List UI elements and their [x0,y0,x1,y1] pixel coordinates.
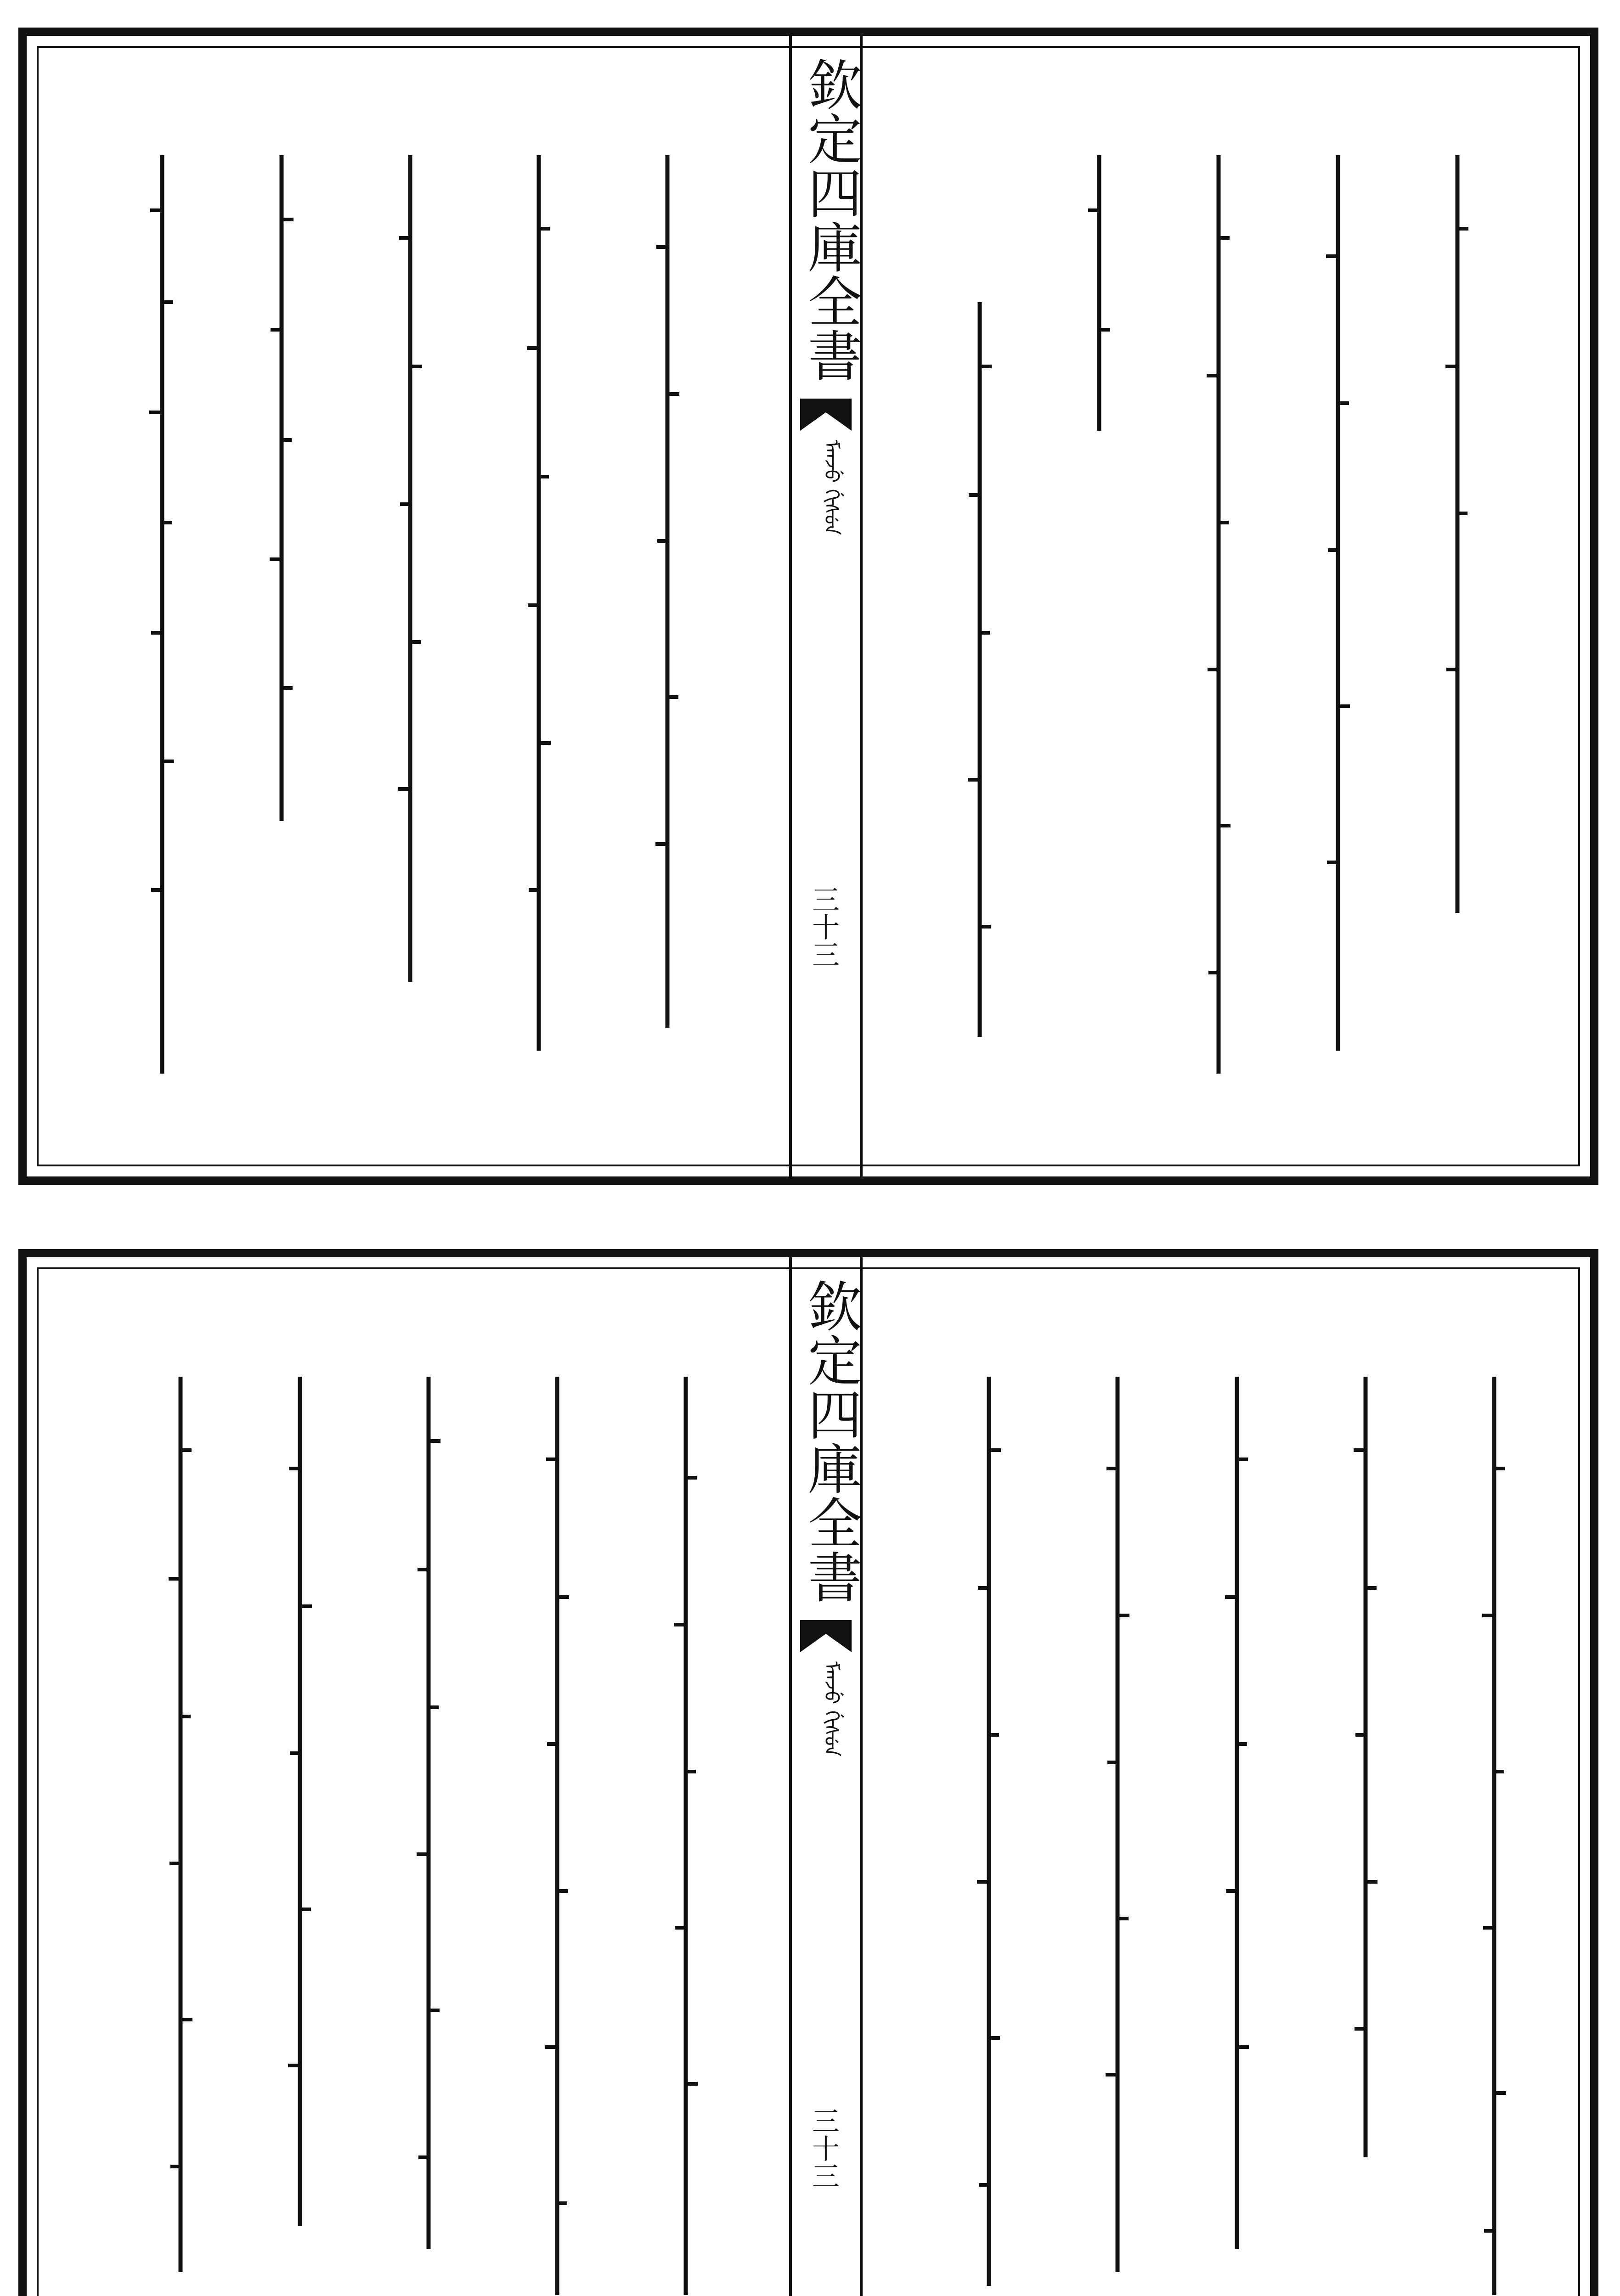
manchu-column [1478,1377,1510,2295]
manchu-column [670,1377,702,2295]
manchu-column [1441,155,1473,1074]
manchu-column [146,155,178,1074]
manchu-column [284,1377,316,2295]
manchu-column [164,1377,197,2295]
manchu-column [541,1377,573,2295]
spine-bottom [789,1257,863,2296]
manchu-column [1221,1377,1253,2295]
manchu-column [394,155,426,1074]
spine-subtitle: ᠮᠠᠨᠵᡠ ᡤᡳᠰᡠᠨ [820,440,843,535]
page-bottom [18,1249,1598,2296]
spine-folio: 三十三 [807,2107,840,2189]
manchu-column [1349,1377,1382,2295]
manchu-column [523,155,555,1074]
manchu-column [973,1377,1005,2295]
page-top [18,28,1598,1185]
manchu-column [1202,155,1235,1074]
spine-title: 欽定四庫全書 [799,1278,862,1604]
fishtail-mark [800,1620,852,1652]
manchu-column [1101,1377,1134,2295]
spine-title: 欽定四庫全書 [799,57,862,382]
manchu-column [265,155,298,1074]
manchu-column [964,302,996,1083]
spine-subtitle: ᠮᠠᠨᠵᡠ ᡤᡳᠰᡠᠨ [820,1661,843,1757]
spine-top [789,36,863,1176]
spine-folio: 三十三 [807,885,840,968]
manchu-column [651,155,683,1074]
manchu-column [412,1377,445,2295]
manchu-column [1083,155,1115,1074]
fishtail-mark [800,399,852,431]
manchu-column [1322,155,1354,1074]
